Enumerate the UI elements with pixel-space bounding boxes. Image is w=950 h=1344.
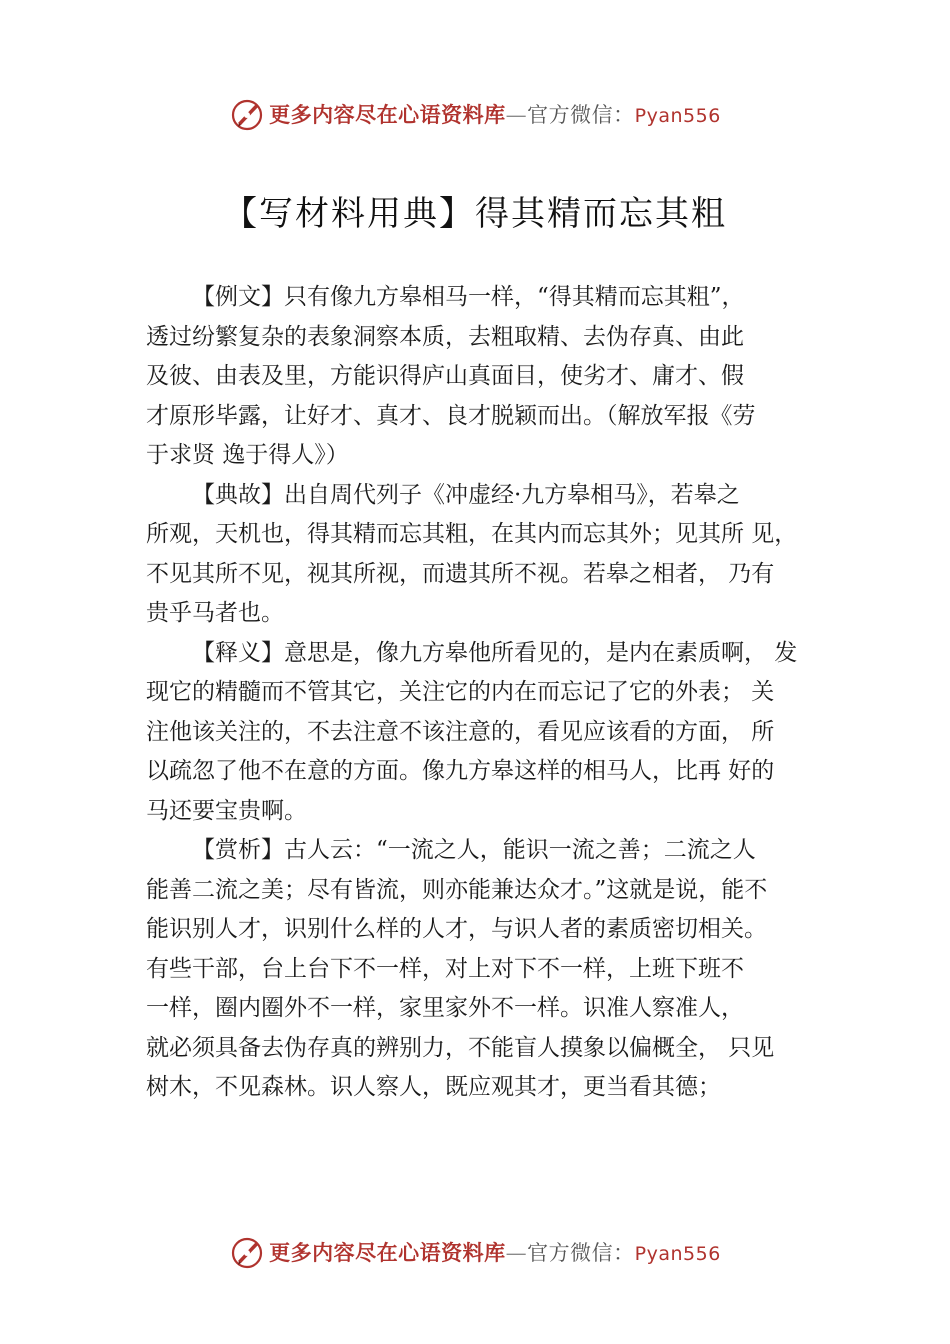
paragraph-line: 【赏析】古人云：“一流之人，能识一流之善；二流之人 <box>192 837 756 863</box>
paragraph-line: 马还要宝贵啊。 <box>146 797 307 824</box>
paragraph-line: 【释义】意思是，像九方皋他所看见的，是内在素质啊， 发 <box>192 639 798 666</box>
paragraph-line: 【例文】只有像九方皋相马一样，“得其精而忘其粗”， <box>192 284 745 310</box>
paragraph-line: 不见其所不见，视其所视，而遗其所不视。若皋之相者， 乃有 <box>146 560 775 587</box>
paragraph-line: 能识别人才，识别什么样的人才，与识人者的素质密切相关。 <box>146 916 767 942</box>
page-title: 【写材料用典】得其精而忘其粗 <box>223 194 727 234</box>
paragraph-line: 及彼、由表及里，方能识得庐山真面目，使劣才、庸才、假 <box>146 363 744 389</box>
paragraph-line: 透过纷繁复杂的表象洞察本质，去粗取精、去伪存真、由此 <box>146 323 744 350</box>
quill-pen-circle-icon <box>229 1234 265 1270</box>
paragraph-line: 能善二流之美；尽有皆流，则亦能兼达众才。”这就是说，能不 <box>146 876 768 903</box>
paragraph-line: 注他该关注的，不去注意不该注意的，看见应该看的方面， 所 <box>146 718 775 745</box>
paragraph-line: 就必须具备去伪存真的辨别力，不能盲人摸象以偏概全， 只见 <box>146 1034 775 1061</box>
banner-wechat-label: 官方微信： <box>527 1241 635 1265</box>
paragraph <box>146 476 830 634</box>
banner-dash: — <box>505 103 528 127</box>
banner-wechat-label: 官方微信： <box>527 103 635 127</box>
paragraph-line: 【典故】出自周代列子《冲虚经·九方皋相马》，若皋之 <box>192 481 740 508</box>
footer-banner <box>0 1232 950 1272</box>
banner-brand: 更多内容尽在心语资料库 <box>269 102 506 127</box>
banner-dash: — <box>505 1241 528 1265</box>
quill-pen-circle-icon <box>229 96 265 132</box>
paragraph-line: 于求贤 逸于得人》） <box>146 442 349 468</box>
paragraph <box>146 278 830 476</box>
paragraph-line: 以疏忽了他不在意的方面。像九方皋这样的相马人，比再 好的 <box>146 758 775 784</box>
banner-brand: 更多内容尽在心语资料库 <box>269 1240 506 1265</box>
paragraph-line: 现它的精髓而不管其它，关注它的内在而忘记了它的外表； 关 <box>146 679 775 705</box>
paragraph-line: 树木，不见森林。识人察人，既应观其才，更当看其德； <box>146 1074 721 1100</box>
paragraph <box>146 634 830 832</box>
paragraph <box>146 831 830 1108</box>
document-body <box>146 278 830 1108</box>
paragraph-line: 才原形毕露，让好才、真才、良才脱颖而出。（解放军报《劳 <box>146 402 756 429</box>
paragraph-line: 一样，圈内圈外不一样，家里家外不一样。识准人察准人， <box>146 995 744 1021</box>
banner-wechat-id: Pyan556 <box>634 1243 721 1265</box>
paragraph-line: 所观，天机也，得其精而忘其粗，在其内而忘其外；见其所 见， <box>146 521 798 547</box>
header-banner <box>0 94 950 134</box>
paragraph-line: 贵乎马者也。 <box>146 600 284 626</box>
banner-wechat-id: Pyan556 <box>634 105 721 127</box>
banner-text <box>269 99 721 129</box>
paragraph-line: 有些干部，台上台下不一样，对上对下不一样，上班下班不 <box>146 955 744 982</box>
banner-text <box>269 1237 721 1267</box>
